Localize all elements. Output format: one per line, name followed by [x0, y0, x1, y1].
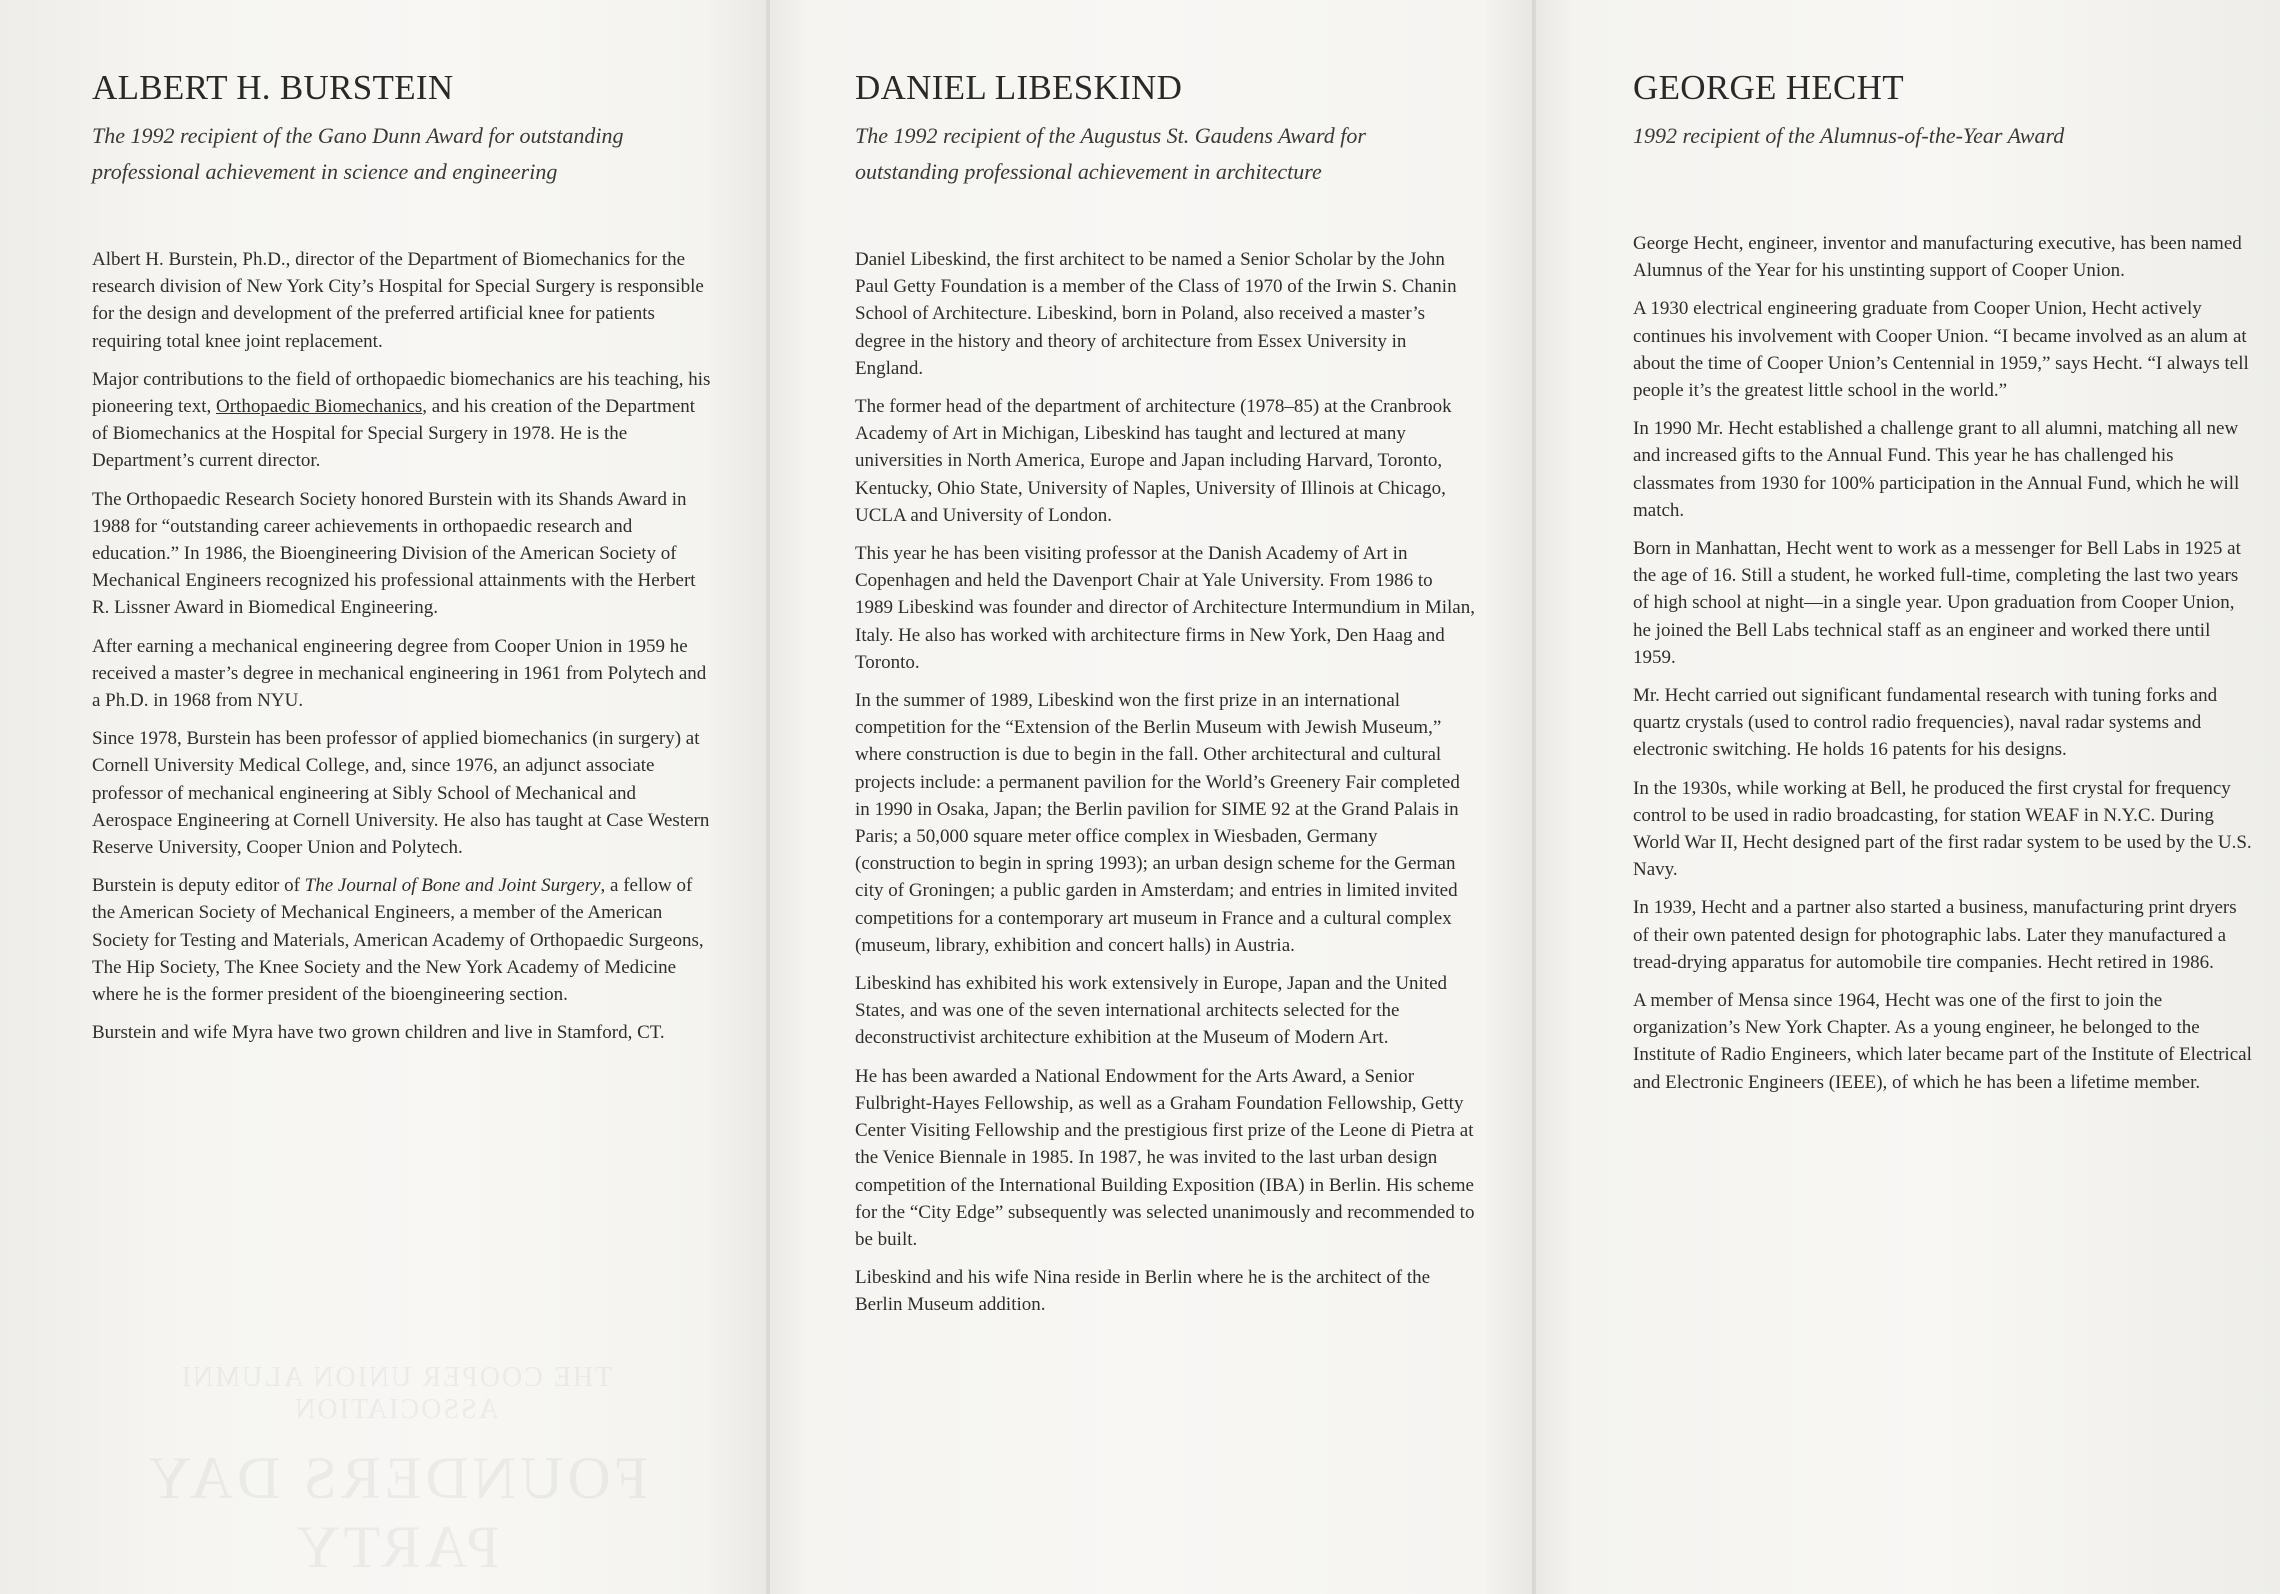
award-subtitle: The 1992 recipient of the Gano Dunn Award for outstanding professional achievement in science and engineering — [92, 123, 624, 184]
bio-paragraph: In the 1930s, while working at Bell, he produced the first crystal for frequency control to be used in radio broadcasting, for station WEAF in N.Y.C. During World War II, Hecht designed part of the first radar system to be used by the U.S. Navy. — [1633, 777, 2252, 881]
bio-paragraph: Libeskind and his wife Nina reside in Berlin where he is the architect of the Berlin Museum addition. — [855, 1267, 1431, 1316]
bio-paragraph: The Orthopaedic Research Society honored Burstein with its Shands Award in 1988 for “outstanding career achievements in orthopaedic research and education.” In 1986, the Bioengineering Division of the American Society of Mechanical Engineers recognized his professional attainments with the Herbert R. Lissner Award in Biomedical Engineering. — [92, 488, 696, 619]
show-through-line-2: FOUNDERS DAY PARTY — [143, 1445, 649, 1580]
bio-paragraph: He has been awarded a National Endowment for the Arts Award, a Senior Fulbright-Hayes Fellowship, as well as a Graham Foundation Fellowship, Getty Center Visiting Fellowship and the prestigious first prize of the Leone di Pietra at the Venice Biennale in 1985. In 1987, he was invited to the last urban design competition of the International Building Exposition (IBA) in Berlin. His scheme for the “City Edge” subsequently was selected unanimously and recommended to be built. — [855, 1065, 1475, 1250]
column-burstein — [92, 68, 712, 1057]
text-run: Burstein is deputy editor of — [92, 875, 305, 897]
fold-line-left — [766, 0, 770, 1594]
honoree-name: DANIEL LIBESKIND — [855, 68, 1183, 107]
award-subtitle: The 1992 recipient of the Augustus St. Gaudens Award for outstanding professional achievement in architecture — [855, 123, 1366, 184]
bio-paragraph: Libeskind has exhibited his work extensively in Europe, Japan and the United States, and was one of the seven international architects selected for the deconstructivist architecture exhibition at the Museum of Modern Art. — [855, 973, 1448, 1049]
text-run: , and his creation of the Department of Biomechanics at the Hospital for Special Surgery in 1978. He is the Department’s current director. — [92, 396, 696, 472]
bio-paragraph: Since 1978, Burstein has been professor of applied biomechanics (in surgery) at Cornell University Medical College, and, since 1976, an adjunct associate professor of mechanical engineering at Sibly School of Mechanical and Aerospace Engineering at Cornell University. He also has taught at Case Western Reserve University, Cooper Union and Polytech. — [92, 728, 710, 859]
fold-line-right — [1532, 0, 1536, 1594]
bio-paragraph: A 1930 electrical engineering graduate from Cooper Union, Hecht actively continues his involvement with Cooper Union. “I became involved as an alum at about the time of Cooper Union’s Centennial in 1959,” says Hecht. “I always tell people it’s the greatest little school in the world.” — [1633, 298, 2249, 402]
bio-body — [1633, 230, 2253, 1096]
honoree-name: GEORGE HECHT — [1633, 68, 1904, 107]
bio-paragraph: After earning a mechanical engineering degree from Cooper Union in 1959 he received a master’s degree in mechanical engineering in 1961 from Polytech and a Ph.D. in 1968 from NYU. — [92, 635, 707, 712]
text-run: Major contributions to the field of orthopaedic biomechanics are his teaching, his pioneering text, — [92, 368, 711, 418]
bio-paragraph: George Hecht, engineer, inventor and manufacturing executive, has been named Alumnus of the Year for his unstinting support of Cooper Union. — [1633, 233, 2242, 282]
bio-paragraph: Born in Manhattan, Hecht went to work as a messenger for Bell Labs in 1925 at the age of 16. Still a student, he worked full-time, completing the last two years of high school at night—in a single year. Upon graduation from Cooper Union, he joined the Bell Labs technical staff as an engineer and worked there until 1959. — [1633, 538, 2241, 668]
column-libeskind — [855, 68, 1475, 1330]
bio-paragraph: In 1990 Mr. Hecht established a challenge grant to all alumni, matching all new and increased gifts to the Annual Fund. This year he has challenged his classmates from 1930 for 100% participation in the Annual Fund, which he will match. — [1633, 418, 2240, 521]
bio-paragraph — [92, 872, 712, 1008]
bio-paragraph: In 1939, Hecht and a partner also started a business, manufacturing print dryers of their own patented design for photographic labs. Later they manufactured a tread-drying apparatus for automobile tire companies. Hecht retired in 1986. — [1633, 897, 2237, 973]
bio-body — [92, 246, 712, 1046]
award-subtitle: 1992 recipient of the Alumnus-of-the-Year Award — [1633, 123, 2065, 148]
bio-paragraph — [92, 366, 712, 475]
column-hecht — [1633, 68, 2253, 1107]
honoree-name: ALBERT H. BURSTEIN — [92, 68, 454, 107]
show-through-title — [96, 1362, 696, 1582]
bio-paragraph: This year he has been visiting professor at the Danish Academy of Art in Copenhagen and held the Davenport Chair at Yale University. From 1986 to 1989 Libeskind was founder and director of Architecture Intermundium in Milan, Italy. He also has worked with architecture firms in New York, Den Haag and Toronto. — [855, 543, 1475, 673]
bio-paragraph: In the summer of 1989, Libeskind won the first prize in an international competition for the “Extension of the Berlin Museum with Jewish Museum,” where construction is due to begin in the fall. Other architectural and cultural projects include: a permanent pavilion for the World’s Greenery Fair completed in 1990 in Osaka, Japan; the Berlin pavilion for SIME 92 at the Grand Palais in Paris; a 50,000 square meter office complex in Wiesbaden, Germany (construction to begin in spring 1993); an urban design scheme for the German city of Groningen; a public garden in Amsterdam; and entries in limited invited competitions for a contemporary art museum in France and a cultural complex (museum, library, exhibition and concert halls) in Austria. — [855, 690, 1460, 956]
book-title: Orthopaedic Biomechanics — [216, 396, 423, 418]
journal-title: The Journal of Bone and Joint Surgery — [304, 875, 601, 897]
bio-paragraph: Albert H. Burstein, Ph.D., director of the Department of Biomechanics for the research division of New York City’s Hospital for Special Surgery is responsible for the design and development of the preferred artificial knee for patients requiring total knee joint replacement. — [92, 249, 704, 352]
bio-paragraph: Daniel Libeskind, the first architect to be named a Senior Scholar by the John Paul Getty Foundation is a member of the Class of 1970 of the Irwin S. Chanin School of Architecture. Libeskind, born in Poland, also received a master’s degree in the history and theory of architecture from Essex University in England. — [855, 249, 1457, 379]
bio-body — [855, 246, 1475, 1319]
bio-paragraph: Mr. Hecht carried out significant fundamental research with tuning forks and quartz crystals (used to control radio frequencies), naval radar systems and electronic switching. He holds 16 patents for his designs. — [1633, 685, 2218, 761]
bio-paragraph: A member of Mensa since 1964, Hecht was one of the first to join the organization’s New York Chapter. As a young engineer, he belonged to the Institute of Radio Engineers, which later became part of the Institute of Electrical and Electronic Engineers (IEEE), of which he has been a lifetime member. — [1633, 990, 2252, 1093]
bio-paragraph: The former head of the department of architecture (1978–85) at the Cranbrook Academy of Art in Michigan, Libeskind has taught and lectured at many universities in North America, Europe and Japan including Harvard, Toronto, Kentucky, Ohio State, University of Naples, University of Illinois at Chicago, UCLA and University of London. — [855, 396, 1452, 526]
bio-paragraph: Burstein and wife Myra have two grown children and live in Stamford, CT. — [92, 1022, 665, 1044]
show-through-line-1: THE COOPER UNION ALUMNI ASSOCIATION — [179, 1362, 613, 1425]
text-run: , a fellow of the American Society of Mechanical Engineers, a member of the American Society for Testing and Materials, American Academy of Orthopaedic Surgeons, The Hip Society, The Knee Society and the New York Academy of Medicine where he is the former president of the bioengineering section. — [92, 875, 704, 1006]
